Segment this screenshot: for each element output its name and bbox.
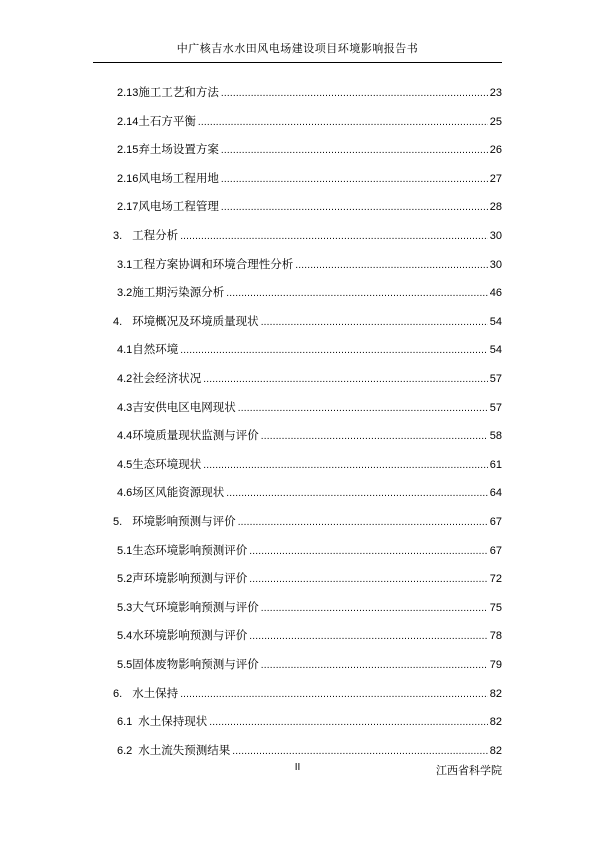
toc-entry-page: 28 bbox=[489, 201, 502, 214]
toc-entry-number: 4.2 bbox=[117, 373, 133, 385]
toc-entry-number: 2.17 bbox=[117, 201, 139, 214]
toc-entry-number: 3.1 bbox=[117, 258, 133, 271]
toc-entry-label bbox=[117, 370, 201, 387]
toc-entry[interactable] bbox=[117, 198, 502, 214]
toc-entry-label bbox=[117, 484, 224, 501]
toc-entry-label bbox=[117, 570, 247, 587]
toc-entry-page: 25 bbox=[489, 115, 502, 128]
toc-dot-leader bbox=[261, 315, 488, 331]
toc-entry-title: 水土保持 bbox=[132, 685, 179, 700]
toc-entry-label bbox=[113, 227, 178, 244]
toc-entry-page: 64 bbox=[489, 487, 502, 500]
toc-entry-title: 土石方平衡 bbox=[138, 113, 196, 128]
toc-dot-leader bbox=[238, 401, 488, 417]
toc-dot-leader bbox=[203, 458, 487, 474]
toc-entry[interactable] bbox=[113, 313, 502, 329]
document-header: 中广核吉水水田风电场建设项目环境影响报告书 bbox=[176, 42, 419, 55]
toc-entry[interactable] bbox=[117, 656, 502, 672]
toc-entry[interactable] bbox=[117, 742, 502, 758]
toc-dot-leader bbox=[261, 658, 488, 674]
toc-entry-label bbox=[117, 256, 293, 273]
toc-entry-page: 67 bbox=[489, 544, 502, 557]
toc-entry-title: 场区风能资源现状 bbox=[132, 485, 225, 500]
toc-entry-page: 78 bbox=[489, 630, 502, 643]
toc-entry-page: 27 bbox=[489, 172, 502, 185]
toc-entry-page: 61 bbox=[489, 458, 502, 471]
toc-entry-number: 5. bbox=[113, 516, 123, 528]
toc-entry-page: 57 bbox=[489, 373, 502, 385]
toc-entry[interactable] bbox=[117, 84, 502, 100]
page-number: II bbox=[294, 762, 301, 773]
toc-entry[interactable] bbox=[117, 113, 502, 129]
toc-entry-page: 46 bbox=[489, 287, 502, 300]
toc-dot-leader bbox=[221, 86, 488, 102]
toc-entry-number: 6.2 bbox=[117, 744, 133, 757]
toc-entry-number: 3. bbox=[113, 230, 123, 242]
toc-entry-label bbox=[113, 313, 259, 330]
toc-entry-title: 水环境影响预测与评价 bbox=[132, 628, 248, 643]
toc-entry[interactable] bbox=[117, 141, 502, 157]
toc-entry[interactable] bbox=[117, 256, 502, 272]
toc-entry-label bbox=[117, 113, 196, 130]
toc-entry-page: 82 bbox=[489, 687, 502, 700]
toc-entry-title: 施工期污染源分析 bbox=[132, 285, 225, 300]
toc-entry-page: 75 bbox=[489, 601, 502, 614]
toc-entry-title: 风电场工程管理 bbox=[138, 199, 219, 214]
toc-entry[interactable] bbox=[117, 427, 502, 443]
toc-entry-number: 2.13 bbox=[117, 87, 139, 99]
toc-entry[interactable] bbox=[117, 170, 502, 186]
toc-dot-leader bbox=[221, 200, 488, 216]
toc-entry-number: 4.1 bbox=[117, 344, 133, 357]
footer-organization: 江西省科学院 bbox=[436, 764, 502, 777]
toc-entry-page: 54 bbox=[489, 315, 502, 328]
toc-entry-title: 生态环境现状 bbox=[132, 456, 202, 471]
toc-entry-number: 4.4 bbox=[117, 430, 133, 443]
toc-entry-number: 4.6 bbox=[117, 487, 133, 500]
toc-entry[interactable] bbox=[113, 227, 502, 243]
toc-entry[interactable] bbox=[117, 284, 502, 300]
toc-entry-title: 环境概况及环境质量现状 bbox=[132, 313, 259, 328]
toc-dot-leader bbox=[295, 258, 487, 274]
toc-dot-leader bbox=[180, 687, 488, 703]
toc-entry-title: 吉安供电区电网现状 bbox=[132, 399, 236, 414]
toc-entry-number: 4. bbox=[113, 315, 123, 328]
toc-entry-page: 23 bbox=[489, 87, 502, 99]
toc-dot-leader bbox=[261, 601, 488, 617]
toc-entry-title: 社会经济状况 bbox=[132, 371, 202, 385]
toc-entry[interactable] bbox=[113, 685, 502, 701]
toc-entry-title: 水土流失预测结果 bbox=[138, 742, 231, 757]
toc-entry-number: 5.5 bbox=[117, 659, 133, 671]
toc-entry-title: 环境影响预测与评价 bbox=[132, 514, 236, 528]
toc-entry[interactable] bbox=[117, 399, 502, 415]
toc-entry-number: 5.2 bbox=[117, 573, 133, 586]
toc-entry-page: 57 bbox=[489, 401, 502, 414]
toc-entry-title: 施工工艺和方法 bbox=[138, 85, 219, 99]
toc-entry-title: 环境质量现状监测与评价 bbox=[132, 428, 259, 443]
toc-entry-label bbox=[117, 84, 219, 101]
toc-entry-label bbox=[113, 685, 178, 702]
toc-entry-title: 工程分析 bbox=[132, 228, 179, 242]
toc-entry-title: 声环境影响预测与评价 bbox=[132, 571, 248, 586]
toc-entry-page: 54 bbox=[489, 344, 502, 357]
toc-entry-title: 水土保持现状 bbox=[138, 714, 208, 729]
toc-dot-leader bbox=[249, 572, 487, 588]
toc-entry-label bbox=[117, 627, 247, 644]
toc-entry-number: 5.1 bbox=[117, 544, 133, 557]
toc-entry-label bbox=[117, 713, 207, 730]
toc-entry-number: 2.16 bbox=[117, 172, 139, 185]
toc-entry-number: 2.14 bbox=[117, 115, 139, 128]
toc-entry[interactable] bbox=[117, 341, 502, 357]
toc-entry-title: 风电场工程用地 bbox=[138, 170, 219, 185]
toc-entry-label bbox=[117, 141, 219, 158]
toc-entry-number: 5.4 bbox=[117, 630, 133, 643]
toc-dot-leader bbox=[249, 544, 487, 560]
toc-entry[interactable] bbox=[117, 484, 502, 500]
toc-entry-page: 26 bbox=[489, 144, 502, 157]
toc-entry-number: 5.3 bbox=[117, 601, 133, 614]
toc-entry-label bbox=[117, 170, 219, 187]
toc-dot-leader bbox=[249, 629, 487, 645]
toc-dot-leader bbox=[180, 229, 488, 245]
toc-entry-label bbox=[117, 399, 236, 416]
header-divider bbox=[93, 62, 502, 63]
toc-entry[interactable] bbox=[117, 570, 502, 586]
toc-dot-leader bbox=[221, 143, 488, 159]
toc-entry-label bbox=[117, 284, 224, 301]
toc-dot-leader bbox=[232, 744, 487, 760]
toc-entry[interactable] bbox=[117, 370, 502, 386]
toc-dot-leader bbox=[203, 372, 487, 388]
toc-entry[interactable] bbox=[113, 513, 502, 529]
toc-entry-label bbox=[117, 656, 259, 673]
toc-entry[interactable] bbox=[117, 627, 502, 643]
toc-entry[interactable] bbox=[117, 713, 502, 729]
toc-entry-label bbox=[117, 341, 178, 358]
toc-dot-leader bbox=[209, 715, 487, 731]
toc-entry-page: 67 bbox=[489, 516, 502, 528]
toc-entry-title: 弃土场设置方案 bbox=[138, 142, 219, 157]
toc-dot-leader bbox=[180, 343, 487, 359]
toc-entry-label bbox=[117, 198, 219, 215]
toc-entry-title: 自然环境 bbox=[132, 342, 179, 357]
toc-entry-page: 72 bbox=[489, 573, 502, 586]
toc-entry-page: 82 bbox=[489, 744, 502, 757]
toc-entry-page: 79 bbox=[489, 659, 502, 671]
toc-entry-title: 固体废物影响预测与评价 bbox=[132, 657, 259, 671]
toc-entry-title: 大气环境影响预测与评价 bbox=[132, 599, 259, 614]
toc-entry-number: 4.5 bbox=[117, 458, 133, 471]
toc-entry-label bbox=[117, 542, 247, 559]
toc-dot-leader bbox=[238, 515, 488, 531]
toc-entry-page: 30 bbox=[489, 230, 502, 242]
toc-entry-page: 58 bbox=[489, 430, 502, 443]
toc-dot-leader bbox=[226, 486, 487, 502]
toc-entry-label bbox=[117, 599, 259, 616]
toc-dot-leader bbox=[198, 115, 488, 131]
toc-entry-number: 3.2 bbox=[117, 287, 133, 300]
toc-dot-leader bbox=[261, 429, 488, 445]
toc-entry-label bbox=[117, 742, 230, 759]
toc-entry-number: 6.1 bbox=[117, 716, 133, 729]
toc-entry-number: 4.3 bbox=[117, 401, 133, 414]
toc-entry[interactable] bbox=[117, 456, 502, 472]
toc-dot-leader bbox=[221, 172, 488, 188]
toc-entry-page: 30 bbox=[489, 258, 502, 271]
toc-entry-label bbox=[113, 513, 236, 530]
toc-dot-leader bbox=[226, 286, 487, 302]
toc-entry-number: 6. bbox=[113, 687, 123, 700]
toc-entry[interactable] bbox=[117, 599, 502, 615]
toc-entry-label bbox=[117, 427, 259, 444]
toc-entry-page: 82 bbox=[489, 716, 502, 729]
toc-entry[interactable] bbox=[117, 542, 502, 558]
toc-entry-label bbox=[117, 456, 201, 473]
toc-entry-title: 生态环境影响预测评价 bbox=[132, 542, 248, 557]
toc-entry-title: 工程方案协调和环境合理性分析 bbox=[132, 256, 294, 271]
toc-entry-number: 2.15 bbox=[117, 144, 139, 157]
